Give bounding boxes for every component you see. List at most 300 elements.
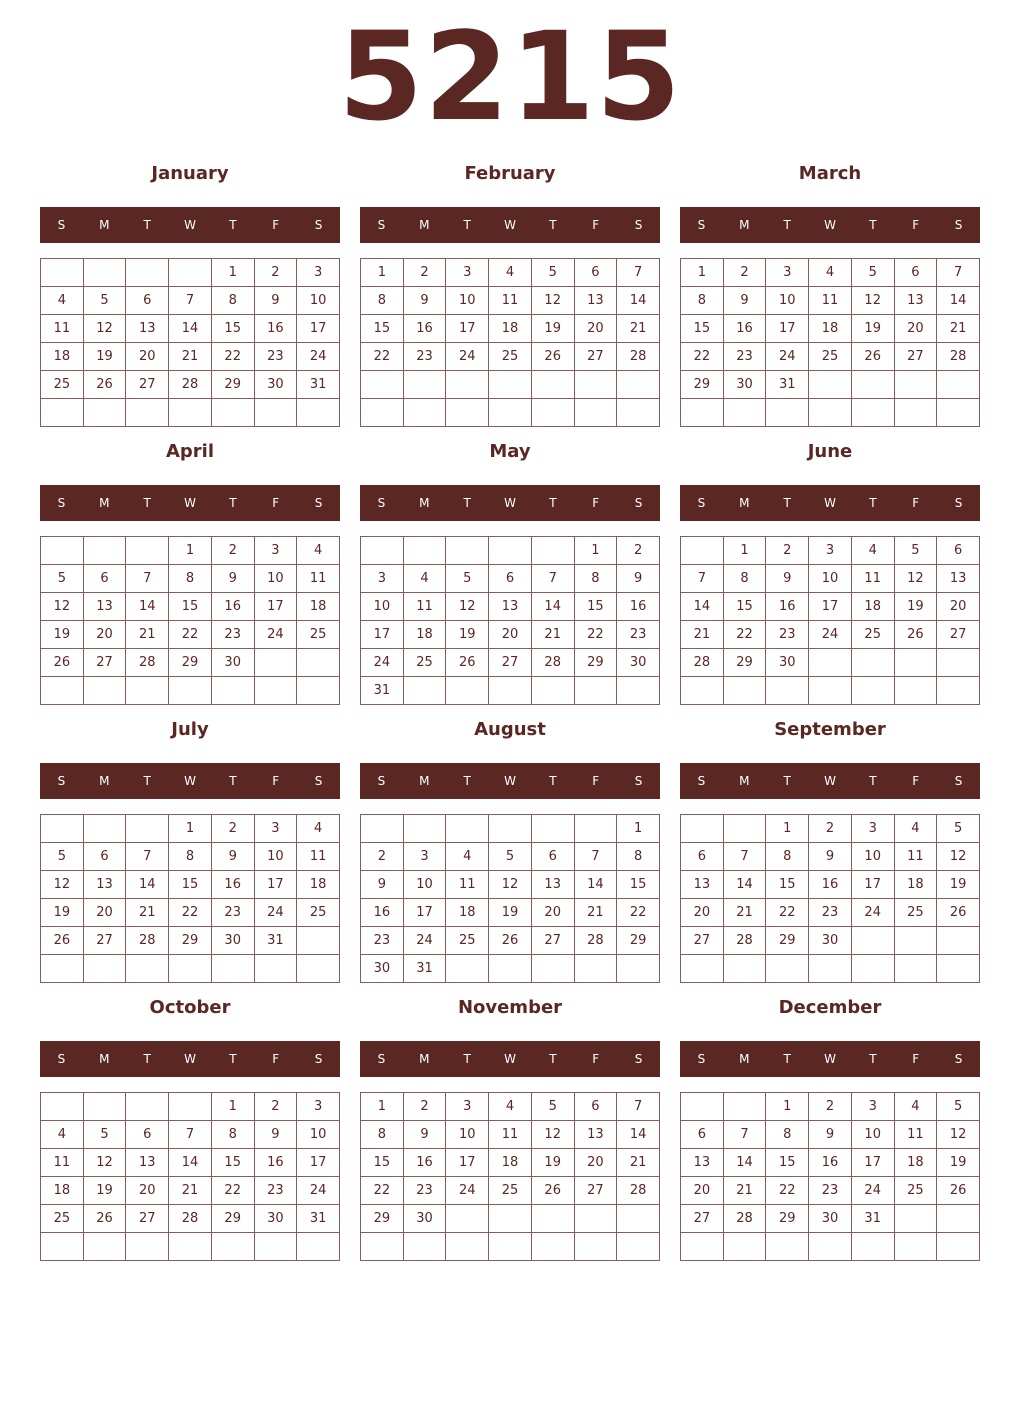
weekday-label: S bbox=[954, 774, 963, 788]
empty-day-cell bbox=[212, 399, 255, 427]
weekday-header bbox=[40, 1041, 340, 1077]
day-cell: 7 bbox=[126, 843, 169, 871]
day-cell: 3 bbox=[852, 1093, 895, 1121]
day-cell: 30 bbox=[617, 649, 660, 677]
day-cell: 10 bbox=[446, 287, 489, 315]
empty-day-cell bbox=[724, 677, 767, 705]
empty-day-cell bbox=[809, 371, 852, 399]
empty-day-cell bbox=[852, 371, 895, 399]
empty-day-cell bbox=[84, 259, 127, 287]
day-cell: 9 bbox=[766, 565, 809, 593]
day-grid bbox=[680, 814, 980, 983]
day-cell: 10 bbox=[809, 565, 852, 593]
empty-day-cell bbox=[84, 815, 127, 843]
month-october bbox=[40, 992, 340, 1270]
day-cell: 29 bbox=[169, 927, 212, 955]
day-cell: 31 bbox=[297, 1205, 340, 1233]
day-cell: 24 bbox=[255, 621, 298, 649]
day-cell: 28 bbox=[937, 343, 980, 371]
day-cell: 25 bbox=[404, 649, 447, 677]
empty-day-cell bbox=[937, 371, 980, 399]
empty-day-cell bbox=[361, 1233, 404, 1261]
day-cell: 27 bbox=[895, 343, 938, 371]
day-cell: 24 bbox=[852, 899, 895, 927]
weekday-header bbox=[360, 1041, 660, 1077]
weekday-label: F bbox=[272, 496, 280, 510]
day-cell: 9 bbox=[617, 565, 660, 593]
day-cell: 24 bbox=[297, 343, 340, 371]
month-name: April bbox=[165, 441, 215, 462]
day-cell: 15 bbox=[681, 315, 724, 343]
day-cell: 12 bbox=[937, 843, 980, 871]
day-cell: 9 bbox=[404, 1121, 447, 1149]
day-cell: 22 bbox=[766, 899, 809, 927]
weekday-label: T bbox=[549, 1052, 557, 1066]
day-cell: 15 bbox=[212, 1149, 255, 1177]
day-cell: 28 bbox=[724, 1205, 767, 1233]
day-cell: 17 bbox=[255, 593, 298, 621]
empty-day-cell bbox=[937, 677, 980, 705]
day-cell: 26 bbox=[446, 649, 489, 677]
day-cell: 26 bbox=[852, 343, 895, 371]
day-cell: 29 bbox=[681, 371, 724, 399]
empty-day-cell bbox=[212, 1233, 255, 1261]
month-name: February bbox=[464, 163, 556, 184]
day-cell: 18 bbox=[489, 1149, 532, 1177]
day-cell: 20 bbox=[84, 899, 127, 927]
empty-day-cell bbox=[297, 955, 340, 983]
day-cell: 5 bbox=[41, 565, 84, 593]
day-cell: 16 bbox=[404, 1149, 447, 1177]
day-cell: 15 bbox=[766, 871, 809, 899]
day-cell: 20 bbox=[681, 899, 724, 927]
day-cell: 17 bbox=[361, 621, 404, 649]
empty-day-cell bbox=[617, 1233, 660, 1261]
empty-day-cell bbox=[446, 815, 489, 843]
empty-day-cell bbox=[532, 1205, 575, 1233]
weekday-label: T bbox=[549, 496, 557, 510]
day-cell: 15 bbox=[361, 315, 404, 343]
day-cell: 1 bbox=[724, 537, 767, 565]
day-cell: 10 bbox=[404, 871, 447, 899]
day-cell: 13 bbox=[84, 871, 127, 899]
day-cell: 2 bbox=[809, 815, 852, 843]
day-cell: 1 bbox=[169, 537, 212, 565]
day-cell: 10 bbox=[297, 287, 340, 315]
day-cell: 24 bbox=[255, 899, 298, 927]
weekday-label: S bbox=[954, 1052, 963, 1066]
day-cell: 9 bbox=[809, 1121, 852, 1149]
weekday-label: S bbox=[634, 496, 643, 510]
weekday-label: S bbox=[697, 774, 706, 788]
day-cell: 15 bbox=[766, 1149, 809, 1177]
day-cell: 22 bbox=[681, 343, 724, 371]
weekday-label: S bbox=[697, 496, 706, 510]
month-december bbox=[680, 992, 980, 1270]
day-cell: 15 bbox=[169, 871, 212, 899]
day-cell: 31 bbox=[852, 1205, 895, 1233]
weekday-label: F bbox=[912, 1052, 920, 1066]
day-grid bbox=[680, 536, 980, 705]
day-cell: 5 bbox=[489, 843, 532, 871]
weekday-label: W bbox=[184, 218, 196, 232]
day-cell: 27 bbox=[126, 371, 169, 399]
empty-day-cell bbox=[852, 677, 895, 705]
day-cell: 27 bbox=[84, 927, 127, 955]
weekday-label: F bbox=[592, 218, 600, 232]
weekday-label: T bbox=[229, 1052, 237, 1066]
day-cell: 8 bbox=[575, 565, 618, 593]
month-november bbox=[360, 992, 660, 1270]
day-cell: 21 bbox=[126, 621, 169, 649]
day-cell: 4 bbox=[489, 259, 532, 287]
day-cell: 29 bbox=[212, 371, 255, 399]
empty-day-cell bbox=[852, 649, 895, 677]
day-grid bbox=[40, 536, 340, 705]
day-cell: 19 bbox=[937, 1149, 980, 1177]
day-cell: 1 bbox=[169, 815, 212, 843]
day-cell: 8 bbox=[766, 843, 809, 871]
weekday-label: S bbox=[314, 1052, 323, 1066]
day-cell: 22 bbox=[169, 621, 212, 649]
day-cell: 11 bbox=[895, 1121, 938, 1149]
day-cell: 13 bbox=[895, 287, 938, 315]
empty-day-cell bbox=[575, 371, 618, 399]
day-cell: 19 bbox=[41, 621, 84, 649]
empty-day-cell bbox=[255, 955, 298, 983]
month-september bbox=[680, 714, 980, 992]
weekday-label: T bbox=[549, 218, 557, 232]
weekday-label: W bbox=[824, 774, 836, 788]
weekday-label: S bbox=[57, 218, 66, 232]
weekday-label: T bbox=[229, 496, 237, 510]
day-cell: 23 bbox=[404, 1177, 447, 1205]
day-cell: 7 bbox=[575, 843, 618, 871]
day-cell: 23 bbox=[212, 621, 255, 649]
day-cell: 8 bbox=[681, 287, 724, 315]
day-cell: 22 bbox=[766, 1177, 809, 1205]
empty-day-cell bbox=[41, 259, 84, 287]
month-february bbox=[360, 158, 660, 436]
month-may bbox=[360, 436, 660, 714]
empty-day-cell bbox=[489, 815, 532, 843]
empty-day-cell bbox=[41, 399, 84, 427]
weekday-label: T bbox=[869, 218, 877, 232]
empty-day-cell bbox=[126, 815, 169, 843]
day-cell: 14 bbox=[681, 593, 724, 621]
weekday-label: T bbox=[463, 774, 471, 788]
day-cell: 6 bbox=[895, 259, 938, 287]
day-cell: 29 bbox=[361, 1205, 404, 1233]
weekday-label: M bbox=[419, 774, 430, 788]
empty-day-cell bbox=[809, 955, 852, 983]
empty-day-cell bbox=[681, 955, 724, 983]
empty-day-cell bbox=[169, 1093, 212, 1121]
day-cell: 19 bbox=[937, 871, 980, 899]
day-cell: 2 bbox=[617, 537, 660, 565]
weekday-label: T bbox=[783, 774, 791, 788]
day-cell: 9 bbox=[212, 565, 255, 593]
weekday-label: S bbox=[314, 218, 323, 232]
day-cell: 13 bbox=[489, 593, 532, 621]
day-cell: 8 bbox=[169, 565, 212, 593]
day-cell: 18 bbox=[895, 871, 938, 899]
weekday-label: W bbox=[824, 218, 836, 232]
empty-day-cell bbox=[575, 399, 618, 427]
day-cell: 12 bbox=[84, 315, 127, 343]
weekday-label: T bbox=[229, 218, 237, 232]
empty-day-cell bbox=[404, 677, 447, 705]
day-cell: 11 bbox=[489, 1121, 532, 1149]
day-cell: 12 bbox=[41, 871, 84, 899]
empty-day-cell bbox=[297, 649, 340, 677]
day-cell: 5 bbox=[937, 815, 980, 843]
weekday-label: F bbox=[592, 774, 600, 788]
day-cell: 22 bbox=[212, 1177, 255, 1205]
day-cell: 2 bbox=[404, 1093, 447, 1121]
day-cell: 17 bbox=[852, 1149, 895, 1177]
day-cell: 14 bbox=[169, 315, 212, 343]
day-cell: 27 bbox=[681, 1205, 724, 1233]
day-cell: 4 bbox=[895, 815, 938, 843]
day-cell: 21 bbox=[617, 1149, 660, 1177]
empty-day-cell bbox=[126, 1233, 169, 1261]
day-cell: 18 bbox=[297, 593, 340, 621]
day-cell: 6 bbox=[681, 843, 724, 871]
day-cell: 24 bbox=[852, 1177, 895, 1205]
day-cell: 18 bbox=[404, 621, 447, 649]
empty-day-cell bbox=[532, 815, 575, 843]
empty-day-cell bbox=[84, 537, 127, 565]
day-cell: 9 bbox=[212, 843, 255, 871]
day-cell: 13 bbox=[84, 593, 127, 621]
day-cell: 8 bbox=[212, 287, 255, 315]
day-cell: 22 bbox=[361, 1177, 404, 1205]
day-cell: 5 bbox=[895, 537, 938, 565]
weekday-label: S bbox=[377, 1052, 386, 1066]
day-cell: 9 bbox=[255, 1121, 298, 1149]
weekday-label: T bbox=[783, 218, 791, 232]
day-cell: 21 bbox=[169, 1177, 212, 1205]
day-cell: 31 bbox=[766, 371, 809, 399]
day-cell: 10 bbox=[766, 287, 809, 315]
day-cell: 14 bbox=[617, 287, 660, 315]
empty-day-cell bbox=[937, 1205, 980, 1233]
day-cell: 24 bbox=[446, 1177, 489, 1205]
weekday-label: M bbox=[739, 774, 750, 788]
empty-day-cell bbox=[895, 677, 938, 705]
day-cell: 23 bbox=[809, 1177, 852, 1205]
empty-day-cell bbox=[489, 955, 532, 983]
day-cell: 7 bbox=[724, 843, 767, 871]
day-cell: 12 bbox=[84, 1149, 127, 1177]
day-cell: 24 bbox=[446, 343, 489, 371]
day-cell: 13 bbox=[532, 871, 575, 899]
month-name: December bbox=[778, 997, 882, 1018]
day-cell: 29 bbox=[617, 927, 660, 955]
day-cell: 13 bbox=[681, 871, 724, 899]
weekday-label: T bbox=[783, 1052, 791, 1066]
day-cell: 27 bbox=[532, 927, 575, 955]
day-cell: 13 bbox=[575, 287, 618, 315]
day-cell: 28 bbox=[724, 927, 767, 955]
day-cell: 5 bbox=[41, 843, 84, 871]
day-cell: 20 bbox=[575, 315, 618, 343]
empty-day-cell bbox=[297, 677, 340, 705]
empty-day-cell bbox=[41, 1233, 84, 1261]
day-cell: 6 bbox=[84, 565, 127, 593]
day-cell: 24 bbox=[361, 649, 404, 677]
day-cell: 25 bbox=[895, 1177, 938, 1205]
weekday-label: S bbox=[314, 774, 323, 788]
empty-day-cell bbox=[446, 677, 489, 705]
day-cell: 4 bbox=[297, 537, 340, 565]
day-cell: 16 bbox=[404, 315, 447, 343]
empty-day-cell bbox=[724, 815, 767, 843]
weekday-label: W bbox=[824, 496, 836, 510]
day-cell: 11 bbox=[297, 565, 340, 593]
day-cell: 31 bbox=[361, 677, 404, 705]
day-cell: 19 bbox=[446, 621, 489, 649]
empty-day-cell bbox=[895, 955, 938, 983]
day-cell: 11 bbox=[41, 1149, 84, 1177]
day-cell: 14 bbox=[617, 1121, 660, 1149]
empty-day-cell bbox=[126, 677, 169, 705]
empty-day-cell bbox=[532, 955, 575, 983]
empty-day-cell bbox=[255, 399, 298, 427]
day-cell: 18 bbox=[489, 315, 532, 343]
day-cell: 16 bbox=[361, 899, 404, 927]
day-cell: 26 bbox=[84, 371, 127, 399]
day-grid bbox=[680, 258, 980, 427]
day-cell: 28 bbox=[169, 371, 212, 399]
weekday-label: S bbox=[57, 1052, 66, 1066]
day-cell: 22 bbox=[724, 621, 767, 649]
empty-day-cell bbox=[404, 815, 447, 843]
day-cell: 18 bbox=[809, 315, 852, 343]
empty-day-cell bbox=[84, 677, 127, 705]
empty-day-cell bbox=[575, 955, 618, 983]
day-cell: 3 bbox=[255, 537, 298, 565]
day-cell: 1 bbox=[361, 259, 404, 287]
weekday-header bbox=[680, 485, 980, 521]
day-cell: 27 bbox=[681, 927, 724, 955]
day-cell: 10 bbox=[446, 1121, 489, 1149]
day-cell: 2 bbox=[404, 259, 447, 287]
day-cell: 7 bbox=[937, 259, 980, 287]
empty-day-cell bbox=[724, 1093, 767, 1121]
day-cell: 20 bbox=[126, 1177, 169, 1205]
day-cell: 21 bbox=[532, 621, 575, 649]
day-cell: 18 bbox=[446, 899, 489, 927]
day-cell: 18 bbox=[852, 593, 895, 621]
day-cell: 17 bbox=[255, 871, 298, 899]
empty-day-cell bbox=[169, 955, 212, 983]
empty-day-cell bbox=[169, 1233, 212, 1261]
day-cell: 5 bbox=[532, 1093, 575, 1121]
day-cell: 8 bbox=[766, 1121, 809, 1149]
day-cell: 28 bbox=[617, 343, 660, 371]
empty-day-cell bbox=[575, 677, 618, 705]
day-cell: 4 bbox=[895, 1093, 938, 1121]
day-cell: 19 bbox=[41, 899, 84, 927]
day-cell: 12 bbox=[532, 1121, 575, 1149]
day-grid bbox=[680, 1092, 980, 1261]
day-cell: 22 bbox=[212, 343, 255, 371]
day-cell: 6 bbox=[126, 287, 169, 315]
day-cell: 20 bbox=[489, 621, 532, 649]
day-cell: 17 bbox=[404, 899, 447, 927]
day-cell: 1 bbox=[617, 815, 660, 843]
day-cell: 12 bbox=[41, 593, 84, 621]
day-cell: 19 bbox=[895, 593, 938, 621]
day-cell: 26 bbox=[41, 649, 84, 677]
day-cell: 22 bbox=[617, 899, 660, 927]
day-cell: 23 bbox=[255, 1177, 298, 1205]
weekday-label: W bbox=[184, 774, 196, 788]
day-cell: 2 bbox=[724, 259, 767, 287]
day-cell: 19 bbox=[532, 315, 575, 343]
day-cell: 7 bbox=[681, 565, 724, 593]
day-cell: 4 bbox=[297, 815, 340, 843]
empty-day-cell bbox=[895, 399, 938, 427]
empty-day-cell bbox=[681, 677, 724, 705]
empty-day-cell bbox=[212, 677, 255, 705]
empty-day-cell bbox=[575, 1233, 618, 1261]
empty-day-cell bbox=[84, 1093, 127, 1121]
day-cell: 3 bbox=[446, 259, 489, 287]
empty-day-cell bbox=[617, 371, 660, 399]
month-name: January bbox=[151, 163, 229, 184]
day-cell: 12 bbox=[852, 287, 895, 315]
weekday-label: S bbox=[954, 218, 963, 232]
month-name: May bbox=[489, 441, 531, 462]
day-cell: 9 bbox=[361, 871, 404, 899]
weekday-label: W bbox=[184, 496, 196, 510]
empty-day-cell bbox=[126, 1093, 169, 1121]
day-cell: 13 bbox=[575, 1121, 618, 1149]
day-cell: 3 bbox=[361, 565, 404, 593]
day-cell: 6 bbox=[489, 565, 532, 593]
empty-day-cell bbox=[84, 955, 127, 983]
empty-day-cell bbox=[446, 399, 489, 427]
day-cell: 11 bbox=[404, 593, 447, 621]
day-cell: 30 bbox=[212, 927, 255, 955]
day-cell: 11 bbox=[895, 843, 938, 871]
empty-day-cell bbox=[84, 399, 127, 427]
day-cell: 23 bbox=[766, 621, 809, 649]
day-cell: 21 bbox=[169, 343, 212, 371]
day-cell: 7 bbox=[617, 259, 660, 287]
weekday-label: S bbox=[377, 218, 386, 232]
empty-day-cell bbox=[937, 1233, 980, 1261]
day-cell: 30 bbox=[766, 649, 809, 677]
day-grid bbox=[40, 1092, 340, 1261]
day-cell: 17 bbox=[297, 315, 340, 343]
day-cell: 13 bbox=[126, 315, 169, 343]
weekday-label: T bbox=[869, 1052, 877, 1066]
empty-day-cell bbox=[361, 399, 404, 427]
day-cell: 29 bbox=[169, 649, 212, 677]
day-cell: 25 bbox=[895, 899, 938, 927]
weekday-label: S bbox=[634, 774, 643, 788]
day-cell: 4 bbox=[404, 565, 447, 593]
day-cell: 26 bbox=[84, 1205, 127, 1233]
empty-day-cell bbox=[212, 955, 255, 983]
empty-day-cell bbox=[489, 1233, 532, 1261]
empty-day-cell bbox=[169, 677, 212, 705]
weekday-label: T bbox=[143, 774, 151, 788]
